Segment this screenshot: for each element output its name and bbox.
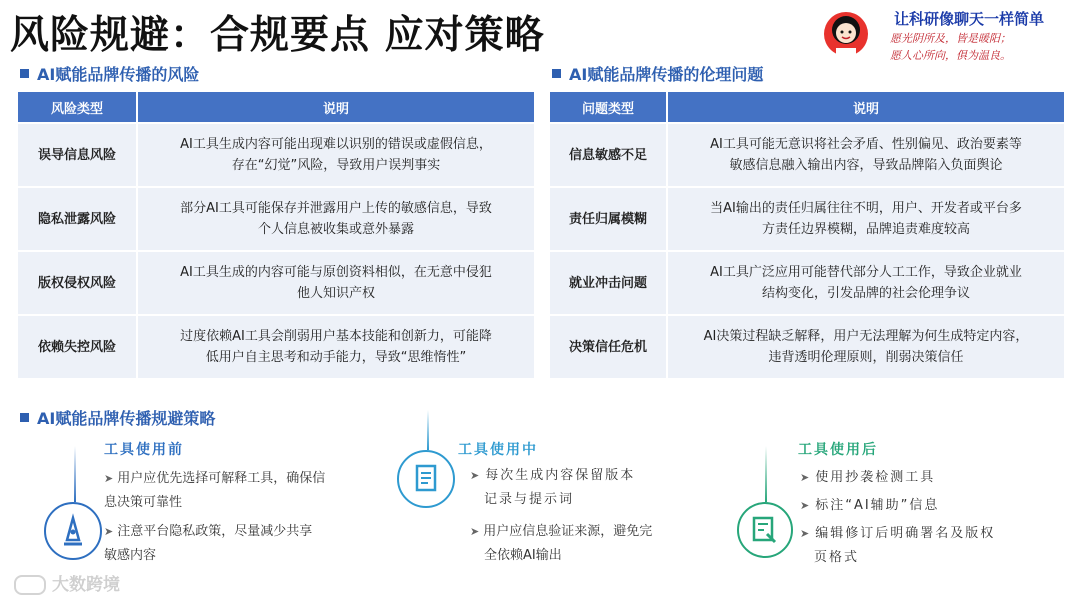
timeline-line (765, 446, 767, 502)
risk-desc: 部分AI工具可能保存并泄露用户上传的敏感信息，导致 个人信息被收集或意外暴露 (138, 188, 534, 250)
square-bullet-icon (20, 413, 29, 422)
table-row (550, 252, 1064, 314)
strategy-during-title: 工具使用中 (458, 442, 538, 458)
brand-logo (820, 4, 1075, 66)
risk-type: 误导信息风险 (18, 124, 136, 186)
table-header: 问题类型 (550, 92, 666, 122)
strategy-during-item: ➤ 用户应信息验证来源，避免完 全依赖AI输出 (470, 524, 653, 563)
ethics-table (548, 90, 1066, 380)
table-row (550, 124, 1064, 186)
strategy-during-item: ➤ 每次生成内容保留版本 记录与提示词 (470, 468, 636, 507)
issue-desc: 当AI输出的责任归属往往不明，用户、开发者或平台多 方责任边界模糊，品牌追责难度较高 (668, 188, 1064, 250)
arrow-bullet-icon: ➤ (104, 525, 114, 538)
arrow-bullet-icon: ➤ (470, 525, 480, 538)
avatar-icon (820, 4, 872, 60)
logo-line-1: 愿光阴所及，皆是暖阳； (890, 32, 1011, 45)
document-icon (397, 450, 455, 508)
timeline-line (427, 410, 429, 450)
logo-line-2: 愿人心所向，俱为温良。 (890, 49, 1011, 62)
square-bullet-icon (552, 69, 561, 78)
watermark: 大数跨境 (14, 570, 120, 595)
watermark-logo-icon (14, 575, 46, 595)
square-bullet-icon (20, 69, 29, 78)
issue-desc: AI决策过程缺乏解释，用户无法理解为何生成特定内容， 违背透明伦理原则，削弱决策信任 (668, 316, 1064, 378)
strategy-heading: AI赋能品牌传播规避策略 (20, 406, 215, 429)
issue-desc: AI工具广泛应用可能替代部分人工工作，导致企业就业 结构变化，引发品牌的社会伦理争议 (668, 252, 1064, 314)
strategy-before-title: 工具使用前 (104, 442, 184, 458)
arrow-bullet-icon: ➤ (470, 469, 482, 482)
table-header-row (550, 92, 1064, 122)
table-header: 说明 (668, 92, 1064, 122)
table-row (550, 188, 1064, 250)
report-icon (737, 502, 793, 558)
table-row (550, 316, 1064, 378)
issue-type: 责任归属模糊 (550, 188, 666, 250)
risk-table (16, 90, 536, 380)
strategy-before-item: ➤ 注意平台隐私政策，尽量减少共享 敏感内容 (104, 524, 313, 563)
arrow-bullet-icon: ➤ (104, 472, 114, 485)
issue-type: 信息敏感不足 (550, 124, 666, 186)
lamp-icon (44, 502, 102, 560)
risk-type: 版权侵权风险 (18, 252, 136, 314)
strategy-after-item: ➤ 使用抄袭检测工具 (800, 470, 936, 485)
timeline-line (74, 446, 76, 502)
table-header-row (18, 92, 534, 122)
table-header: 风险类型 (18, 92, 136, 122)
strategy-after-title: 工具使用后 (798, 442, 878, 458)
arrow-bullet-icon: ➤ (800, 471, 812, 484)
strategy-after-item: ➤ 标注“AI辅助”信息 (800, 498, 940, 513)
risk-desc: 过度依赖AI工具会削弱用户基本技能和创新力，可能降 低用户自主思考和动手能力，导致“思维惰性” (138, 316, 534, 378)
risk-type: 依赖失控风险 (18, 316, 136, 378)
table-row (18, 316, 534, 378)
risk-desc: AI工具生成的内容可能与原创资料相似，在无意中侵犯 他人知识产权 (138, 252, 534, 314)
table-header: 说明 (138, 92, 534, 122)
strategy-before-item: ➤ 用户应优先选择可解释工具，确保信 息决策可靠性 (104, 471, 326, 510)
risk-desc: AI工具生成内容可能出现难以识别的错误或虚假信息， 存在“幻觉”风险，导致用户误判事实 (138, 124, 534, 186)
ethics-heading: AI赋能品牌传播的伦理问题 (552, 62, 763, 85)
arrow-bullet-icon: ➤ (800, 499, 812, 512)
risk-type: 隐私泄露风险 (18, 188, 136, 250)
issue-type: 就业冲击问题 (550, 252, 666, 314)
page-title: 风险规避：合规要点 应对策略 (10, 13, 545, 58)
issue-type: 决策信任危机 (550, 316, 666, 378)
strategy-after-item: ➤ 编辑修订后明确署名及版权 页格式 (800, 526, 996, 565)
arrow-bullet-icon: ➤ (800, 527, 812, 540)
table-row (18, 252, 534, 314)
table-row (18, 188, 534, 250)
logo-slogan: 让科研像聊天一样简单 (894, 10, 1045, 28)
risk-heading: AI赋能品牌传播的风险 (20, 62, 199, 85)
issue-desc: AI工具可能无意识将社会矛盾、性别偏见、政治要素等 敏感信息融入输出内容，导致品牌陷入负面舆论 (668, 124, 1064, 186)
table-row (18, 124, 534, 186)
